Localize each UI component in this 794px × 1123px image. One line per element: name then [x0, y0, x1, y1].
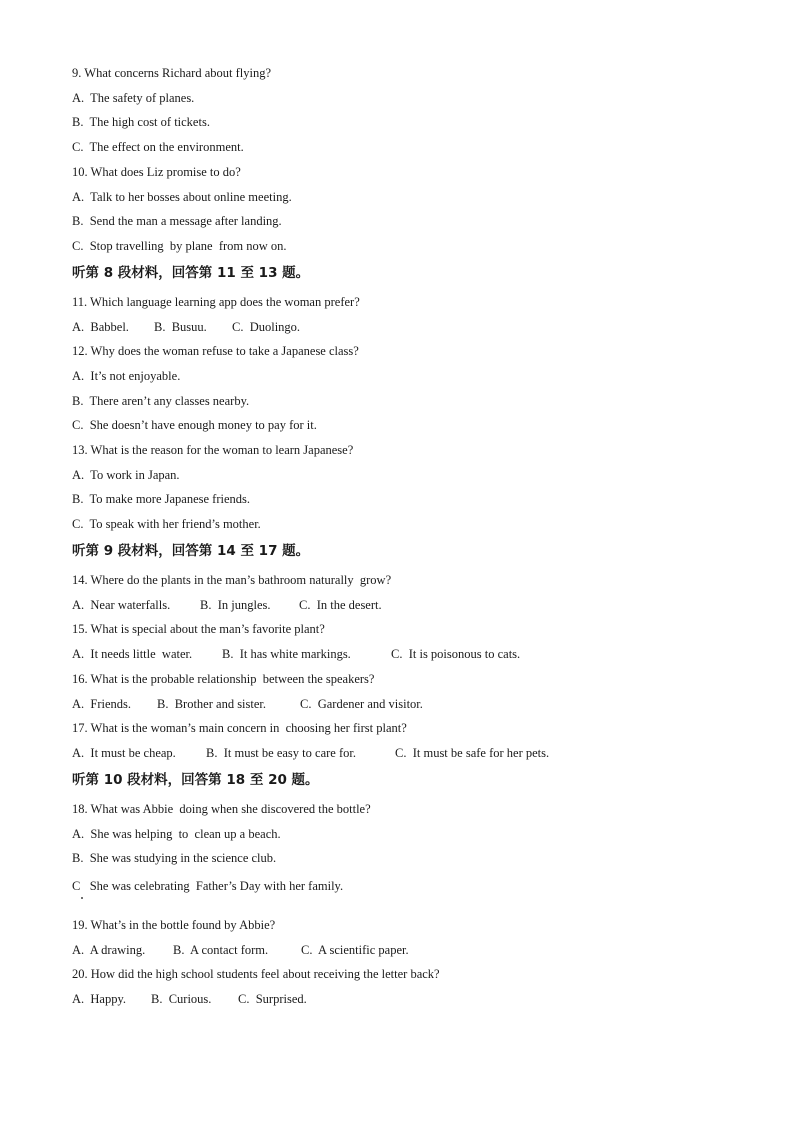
question-20-option-c: C. Surprised.	[238, 992, 307, 1006]
question-10-option-a: A. Talk to her bosses about online meeting.	[72, 190, 292, 204]
question-19-option-a: A. A drawing.	[72, 943, 146, 957]
question-11-option-c: C. Duolingo.	[232, 320, 301, 334]
question-9-option-c: C. The effect on the environment.	[72, 140, 244, 154]
question-12-option-b: B. There aren’t any classes nearby.	[72, 394, 250, 408]
question-13-option-c: C. To speak with her friend’s mother.	[72, 517, 261, 531]
section-10-heading: 听第 10 段材料，回答第 18 至 20 题。	[72, 772, 319, 788]
question-17-option-c: C. It must be safe for her pets.	[395, 746, 550, 760]
question-18-option-c: C She was celebrating Father’s Day with her family.	[72, 879, 344, 893]
section-9-heading: 听第 9 段材料，回答第 14 至 17 题。	[72, 543, 310, 559]
question-15-option-b: B. It has white markings.	[222, 647, 351, 661]
question-18-option-b: B. She was studying in the science club.	[72, 851, 277, 865]
question-20-option-b: B. Curious.	[151, 992, 212, 1006]
question-12-stem: 12. Why does the woman refuse to take a Japanese class?	[72, 344, 359, 358]
question-20-options	[72, 991, 307, 1055]
question-15-option-c: C. It is poisonous to cats.	[391, 647, 521, 661]
question-18-option-a: A. She was helping to clean up a beach.	[72, 827, 281, 841]
question-13-option-a: A. To work in Japan.	[72, 468, 180, 482]
question-16-option-c: C. Gardener and visitor.	[300, 697, 423, 711]
question-11-option-a: A. Babbel.	[72, 320, 129, 334]
question-14-stem: 14. Where do the plants in the man’s bathroom naturally grow?	[72, 573, 392, 587]
question-13-option-b: B. To make more Japanese friends.	[72, 492, 251, 506]
question-15-option-a: A. It needs little water.	[72, 647, 193, 661]
question-10-stem: 10. What does Liz promise to do?	[72, 165, 241, 179]
question-19-option-b: B. A contact form.	[173, 943, 269, 957]
question-12-option-c: C. She doesn’t have enough money to pay for it.	[72, 418, 317, 432]
question-14-option-c: C. In the desert.	[299, 598, 382, 612]
question-13-stem: 13. What is the reason for the woman to learn Japanese?	[72, 443, 354, 457]
question-9-option-a: A. The safety of planes.	[72, 91, 195, 105]
question-14-option-b: B. In jungles.	[200, 598, 271, 612]
question-12-option-a: A. It’s not enjoyable.	[72, 369, 181, 383]
question-20-stem: 20. How did the high school students feel about receiving the letter back?	[72, 967, 440, 981]
question-15-stem: 15. What is special about the man’s favorite plant?	[72, 622, 325, 636]
question-9-stem: 9. What concerns Richard about flying?	[72, 66, 272, 80]
question-10-option-b: B. Send the man a message after landing.	[72, 214, 282, 228]
question-17-option-a: A. It must be cheap.	[72, 746, 176, 760]
stray-dot-mark	[81, 897, 83, 899]
question-18-stem: 18. What was Abbie doing when she discovered the bottle?	[72, 802, 371, 816]
question-11-option-b: B. Busuu.	[154, 320, 207, 334]
question-16-stem: 16. What is the probable relationship between the speakers?	[72, 672, 375, 686]
question-20-option-a: A. Happy.	[72, 992, 127, 1006]
question-10-option-c: C. Stop travelling by plane from now on.	[72, 239, 287, 253]
question-9-option-b: B. The high cost of tickets.	[72, 115, 210, 129]
question-14-option-a: A. Near waterfalls.	[72, 598, 171, 612]
question-17-option-b: B. It must be easy to care for.	[206, 746, 356, 760]
question-19-option-c: C. A scientific paper.	[301, 943, 409, 957]
question-16-option-b: B. Brother and sister.	[157, 697, 267, 711]
question-16-option-a: A. Friends.	[72, 697, 132, 711]
question-11-stem: 11. Which language learning app does the woman prefer?	[72, 295, 360, 309]
question-17-stem: 17. What is the woman’s main concern in choosing her first plant?	[72, 721, 407, 735]
section-8-heading: 听第 8 段材料，回答第 11 至 13 题。	[72, 265, 310, 281]
question-19-stem: 19. What’s in the bottle found by Abbie?	[72, 918, 276, 932]
